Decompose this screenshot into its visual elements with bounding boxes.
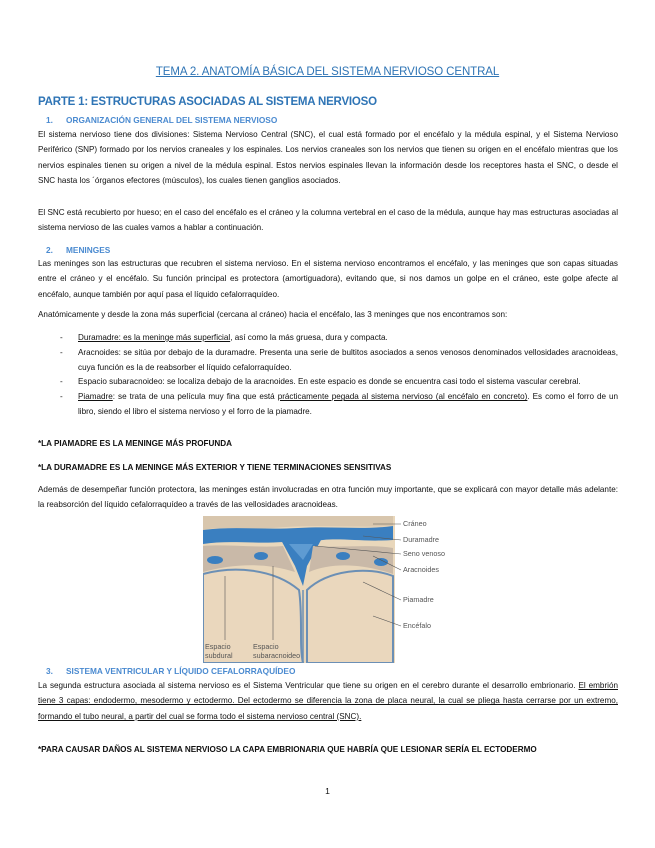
label-espacio-subdural-2: subdural — [205, 651, 233, 660]
encefalo-right — [307, 571, 393, 663]
meninges-list — [60, 331, 618, 420]
section-1-heading: 1. ORGANIZACIÓN GENERAL DEL SISTEMA NERVIOSO — [46, 115, 278, 125]
label-espacio-subaracnoideo-1: Espacio — [253, 642, 279, 651]
page-number: 1 — [325, 786, 330, 796]
note-ectodermo: *PARA CAUSAR DAÑOS AL SISTEMA NERVIOSO LA CAPA EMBRIONARIA QUE HABRÍA QUE LESIONAR SERÍA EL ECTODERMO — [38, 745, 537, 754]
part-heading: PARTE 1: ESTRUCTURAS ASOCIADAS AL SISTEMA NERVIOSO — [38, 96, 377, 108]
section-3-paragraph-1: La segunda estructura asociada al sistema nervioso es el Sistema Ventricular que tiene su origen en el cerebro durante el desarrollo embrionario. El embrión tiene 3 capas: endodermo, mesodermo y ectodermo. Del ectodermo se diferencia la zona de placa neural, la cual se pliega hasta cerrarse por un extremo, formando el tubo neural, a partir del cual se forma todo el sistema nervioso central (SNC). — [38, 681, 618, 721]
section-2-paragraph-2: Anatómicamente y desde la zona más superficial (cercana al cráneo) hacia el encéfalo, las 3 meninges que nos encontramos son: — [38, 310, 508, 319]
vessel-1 — [207, 556, 223, 564]
label-piamadre: Piamadre — [403, 595, 434, 604]
vessel-2 — [254, 552, 268, 560]
list-item-subaracnoideo: - Espacio subaracnoideo: se localiza debajo de la aracnoides. En este espacio es donde se encuentra casi todo el sistema vascular cerebral. — [60, 375, 618, 390]
label-aracnoides: Aracnoides — [403, 565, 439, 574]
list-item-aracnoides: - Aracnoides: se sitúa por debajo de la duramadre. Presenta una serie de bultitos asociados a senos venosos denominados vellosidades aracnoideas, cuya función es la de reabsorber el líquido cefalorraquídeo. — [60, 346, 618, 376]
list-item-duramadre: - Duramadre: es la meninge más superficial, así como la más gruesa, dura y compacta. — [60, 331, 618, 346]
label-seno-venoso: Seno venoso — [403, 549, 445, 558]
note-duramadre: *LA DURAMADRE ES LA MENINGE MÁS EXTERIOR Y TIENE TERMINACIONES SENSITIVAS — [38, 463, 392, 472]
label-espacio-subaracnoideo-2: subaracnoideo — [253, 651, 301, 660]
list-item-piamadre: - Piamadre: se trata de una película muy fina que está prácticamente pegada al sistema nervioso (al encéfalo en concreto). Es como el forro de un libro, siendo el libro el sistema nervioso y el forro de la piamadre. — [60, 390, 618, 420]
vessel-4 — [374, 558, 388, 566]
section-2-heading: 2. MENINGES — [46, 245, 111, 255]
meninges-diagram — [203, 516, 473, 663]
label-craneo: Cráneo — [403, 519, 427, 528]
label-encefalo: Encéfalo — [403, 621, 431, 630]
section-3-heading: 3. SISTEMA VENTRICULAR Y LÍQUIDO CEFALORRAQUÍDEO — [46, 666, 296, 676]
section-1-paragraph-1: El sistema nervioso tiene dos divisiones: Sistema Nervioso Central (SNC), el cual está formado por el encéfalo y la médula espinal, y el Sistema Nervioso Periférico (SNP) formado por los nervios craneales y los espinales. Los nervios craneales son los nervios que tienen su origen en el encéfalo mientras que los nervios espinales tienen su origen a nivel de la médula espinal. Estos nervios espinales llevan la información desde los receptores hasta el SNC, o desde el SNC hasta los ´órganos efectores (músculos), los cuales tienen ganglios asociados. — [38, 130, 618, 186]
section-2-paragraph-1: Las meninges son las estructuras que recubren el sistema nervioso. En el sistema nervioso encontramos el encéfalo, y las meninges que son capas situadas entre el cráneo y el encéfalo. Su función principal es protectora (amortiguadora), evitando que, si nos damos un golpe en el cráneo, este golpe afecte al encéfalo, aunque también por aquí pasa el líquido cefalorraquídeo. — [38, 259, 618, 299]
note-piamadre: *LA PIAMADRE ES LA MENINGE MÁS PROFUNDA — [38, 439, 232, 448]
document-title: TEMA 2. ANATOMÍA BÁSICA DEL SISTEMA NERVIOSO CENTRAL — [155, 66, 500, 78]
label-espacio-subdural-1: Espacio — [205, 642, 231, 651]
section-1-paragraph-2: El SNC está recubierto por hueso; en el caso del encéfalo es el cráneo y la columna vertebral en el caso de la médula, aunque hay mas estructuras asociadas al sistema nervioso de las cuales vamos a hablar a continuación. — [38, 208, 618, 233]
section-2-paragraph-3: Además de desempeñar función protectora, las meninges están involucradas en otra función muy importante, que se explicará con mayor detalle más adelante: la reabsorción del líquido cefalorraquídeo a través de las vellosidades aracnoideas. — [38, 485, 618, 510]
label-duramadre: Duramadre — [403, 535, 439, 544]
vessel-3 — [336, 552, 350, 560]
